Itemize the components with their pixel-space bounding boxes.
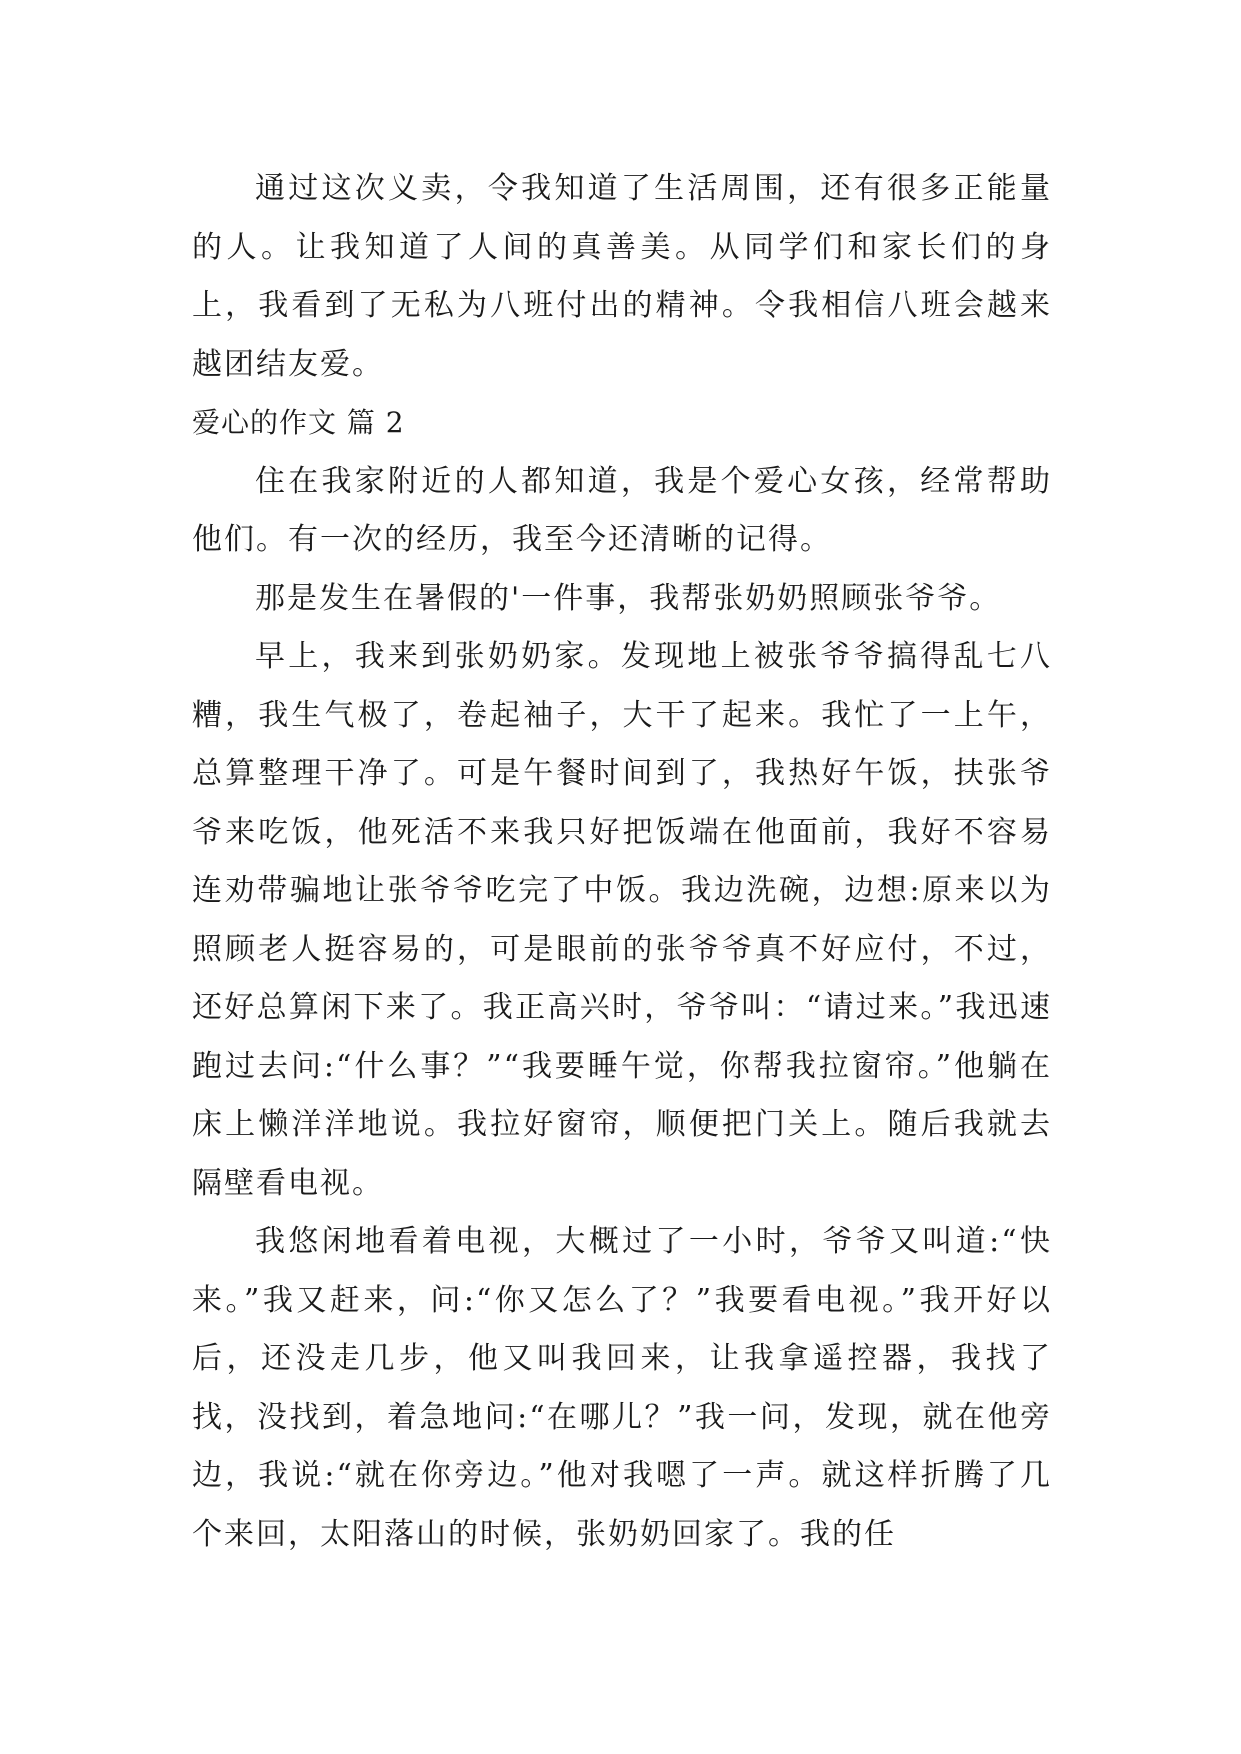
section-heading: 爱心的作文 篇 2 (192, 406, 405, 439)
paragraph-charity-sale: 通过这次义卖，令我知道了生活周围，还有很多正能量的人。让我知道了人间的真善美。从同学们和家长们的身上，我看到了无私为八班付出的精神。令我相信八班会越来越团结友爱。 (192, 171, 1052, 382)
paragraph-summer-event: 那是发生在暑假的'一件事，我帮张奶奶照顾张爷爷。 (255, 580, 1002, 616)
paragraph-morning: 早上，我来到张奶奶家。发现地上被张爷爷搞得乱七八糟，我生气极了，卷起袖子，大干了起来。我忙了一上午，总算整理干净了。可是午餐时间到了，我热好午饭，扶张爷爷来吃饭，他死活不来我只好把饭端在他面前，我好不容易连劝带骗地让张爷爷吃完了中饭。我边洗碗，边想:原来以为照顾老人挺容易的，可是眼前的张爷爷真不好应付，不过，还好总算闲下来了。我正高兴时，爷爷叫：“请过来。”我迅速跑过去问:“什么事？”“我要睡午觉，你帮我拉窗帘。”他躺在床上懒洋洋地说。我拉好窗帘，顺便把门关上。随后我就去隔壁看电视。 (192, 639, 1052, 1201)
paragraph-afternoon: 我悠闲地看着电视，大概过了一小时，爷爷又叫道:“快来。”我又赶来，问:“你又怎么了？”我要看电视。”我开好以后，还没走几步，他又叫我回来，让我拿遥控器，我找了找，没找到，着急地问:“在哪儿？”我一问，发现，就在他旁边，我说:“就在你旁边。”他对我嗯了一声。就这样折腾了几个来回，太阳落山的时候，张奶奶回家了。我的任 (192, 1224, 1052, 1552)
document-body (192, 160, 1052, 1564)
paragraph-intro: 住在我家附近的人都知道，我是个爱心女孩，经常帮助他们。有一次的经历，我至今还清晰的记得。 (192, 463, 1052, 557)
